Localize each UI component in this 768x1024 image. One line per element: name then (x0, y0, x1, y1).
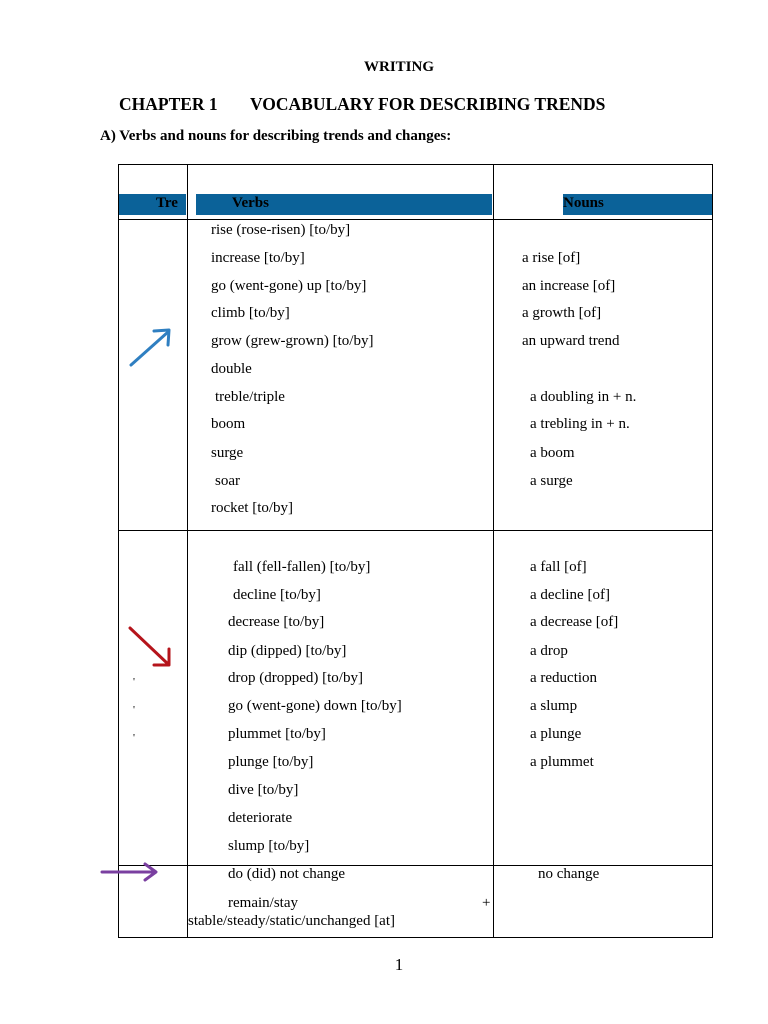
verb-rise: rise (rose-risen) [to/by] (211, 222, 351, 238)
verb-increase: increase [to/by] (211, 250, 305, 266)
margin-mark: ' (133, 676, 135, 688)
noun-boom: a boom (530, 445, 575, 461)
verb-decline: decline [to/by] (233, 587, 321, 603)
noun-surge: a surge (530, 473, 573, 489)
subheading: A) Verbs and nouns for describing trends and changes: (100, 128, 452, 144)
verb-fall: fall (fell-fallen) [to/by] (233, 559, 371, 575)
margin-mark: ' (133, 704, 135, 716)
verb-boom: boom (211, 416, 246, 432)
verb-surge: surge (211, 445, 244, 461)
noun-no-change: no change (538, 866, 600, 882)
verb-dip: dip (dipped) [to/by] (228, 643, 347, 659)
noun-decline: a decline [of] (530, 587, 610, 603)
noun-increase: an increase [of] (522, 278, 616, 294)
row-divider (118, 530, 713, 531)
verb-deteriorate: deteriorate (228, 810, 293, 826)
verb-decrease: decrease [to/by] (228, 614, 325, 630)
verb-dive: dive [to/by] (228, 782, 299, 798)
margin-mark: ' (133, 732, 135, 744)
arrow-right-icon (99, 861, 161, 883)
verb-stable-adjectives: stable/steady/static/unchanged [at] (188, 913, 396, 929)
verb-soar: soar (215, 473, 240, 489)
noun-plummet: a plummet (530, 754, 594, 770)
verb-drop: drop (dropped) [to/by] (228, 670, 363, 686)
noun-rise: a rise [of] (522, 250, 581, 266)
verb-no-change: do (did) not change (228, 866, 346, 882)
chapter-title: VOCABULARY FOR DESCRIBING TRENDS (250, 94, 606, 114)
row-divider (118, 219, 713, 220)
column-header-trend: Tre (156, 195, 178, 211)
verb-double: double (211, 361, 252, 377)
table-border (118, 164, 713, 938)
column-header-nouns: Nouns (563, 195, 604, 211)
verb-grow: grow (grew-grown) [to/by] (211, 333, 374, 349)
column-header-verbs: Verbs (232, 195, 269, 211)
verb-go-down: go (went-gone) down [to/by] (228, 698, 402, 714)
verb-rocket: rocket [to/by] (211, 500, 294, 516)
section-title: WRITING (363, 59, 434, 75)
noun-plunge: a plunge (530, 726, 582, 742)
verb-plunge: plunge [to/by] (228, 754, 314, 770)
noun-growth: a growth [of] (522, 305, 602, 321)
chapter-number: CHAPTER 1 (119, 94, 218, 114)
noun-doubling: a doubling in + n. (530, 389, 637, 405)
plus-sign: + (482, 895, 491, 911)
noun-fall: a fall [of] (530, 559, 587, 575)
noun-trebling: a trebling in + n. (530, 416, 630, 432)
noun-upward-trend: an upward trend (522, 333, 620, 349)
noun-slump: a slump (530, 698, 578, 714)
noun-decrease: a decrease [of] (530, 614, 619, 630)
arrow-up-right-icon (124, 323, 178, 371)
page-number: 1 (394, 955, 404, 974)
arrow-down-right-icon (124, 622, 178, 672)
verb-plummet: plummet [to/by] (228, 726, 326, 742)
verb-slump: slump [to/by] (228, 838, 310, 854)
row-divider (118, 865, 713, 866)
column-divider (187, 164, 188, 938)
noun-reduction: a reduction (530, 670, 598, 686)
verb-go-up: go (went-gone) up [to/by] (211, 278, 367, 294)
column-divider (493, 164, 494, 938)
verb-treble: treble/triple (215, 389, 285, 405)
noun-drop: a drop (530, 643, 568, 659)
verb-climb: climb [to/by] (211, 305, 290, 321)
verb-remain: remain/stay (228, 895, 298, 911)
